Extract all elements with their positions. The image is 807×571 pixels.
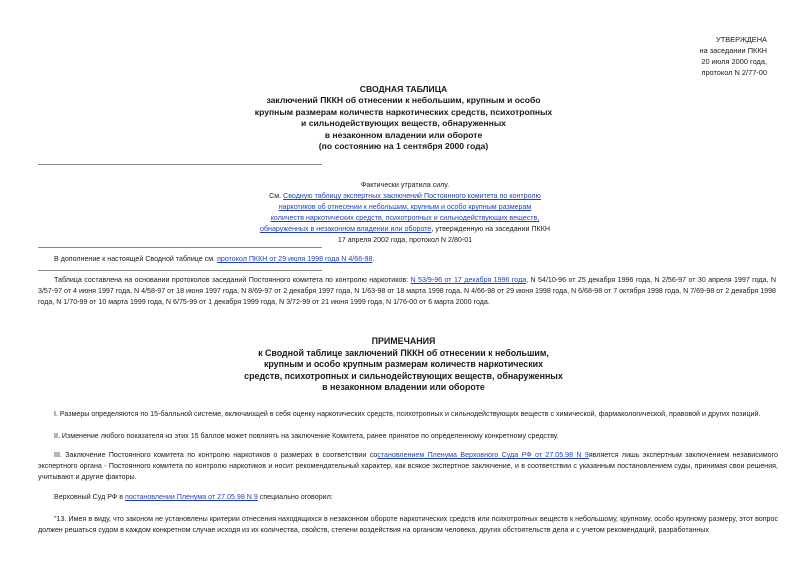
- summary-table-link[interactable]: наркотиков об отнесении к небольшим, крупным и особо крупным размерам: [278, 203, 532, 211]
- note-3-prefix: III. Заключение Постоянного комитета по контролю наркотиков о размерах в соответствии со: [54, 451, 378, 459]
- title-line: и сильнодействующих веществ, обнаруженных: [301, 118, 506, 129]
- title-line: (по состоянию на 1 сентября 2000 года): [318, 141, 489, 152]
- lapsed-note: [240, 180, 570, 246]
- quote-paragraph: "13. Имея в виду, что законом не установлены критерии отнесения находящихся в незаконном обороте наркотических средств или психотропных веществ к небольшому, крупному, особо крупному размеру, этот вопрос должен решаться судом в каждом конкретном случае исходя из их количества, свойств, степени воздействия на организм человека, других обстоятельств дела и с учетом рекомендаций, разработанных: [38, 515, 778, 534]
- approval-stamp: [700, 34, 767, 78]
- approval-line: на заседании ПККН: [699, 46, 767, 55]
- protocol-link[interactable]: N 53/9-96 от 17 декабря 1996 года: [410, 276, 527, 284]
- supreme-suffix: специально оговорил:: [257, 493, 333, 501]
- lapsed-line: [240, 224, 570, 235]
- approval-line: протокол N 2/77-00: [701, 68, 767, 77]
- document-title: [0, 84, 807, 152]
- note-2: II. Изменение любого показателя из этих 15 баллов может повлиять на заключение Комитета, ранее принятое по определенному конкретному средству.: [54, 432, 559, 440]
- lapsed-line: [240, 202, 570, 213]
- plenum-resolution-link[interactable]: постановлении Пленума от 27.05.98 N 9: [124, 493, 258, 501]
- notes-title-line: средств, психотропных и сильнодействующих веществ, обнаруженных: [244, 370, 563, 381]
- addition-prefix: В дополнение к настоящей Сводной таблице см.: [54, 255, 218, 263]
- title-line: в незаконном владении или обороте: [324, 129, 483, 140]
- title-line: крупным размерам количеств наркотических средств, психотропных: [254, 106, 553, 117]
- lapsed-suffix: , утвержденную на заседании ПККН: [431, 225, 550, 233]
- basis-paragraph: [38, 275, 776, 308]
- supreme-prefix: Верховный Суд РФ в: [54, 493, 125, 501]
- approval-line: 20 июля 2000 года,: [701, 57, 767, 66]
- plenum-resolution-link[interactable]: становлением Пленума Верховного Суда РФ от 27.05.98 N 9: [377, 451, 589, 459]
- note-3: [38, 450, 778, 483]
- summary-table-link[interactable]: количеств наркотических средств, психотропных и сильнодействующих веществ,: [270, 214, 540, 222]
- lapsed-line: 17 апреля 2002 года, протокол N 2/80-01: [337, 236, 473, 244]
- note-1: I. Размеры определяются по 15-балльной системе, включающей в себя оценку наркотических средств, психотропных и сильнодействующих веществ с химической, фармакологической, правовой и других позиций.: [54, 410, 761, 418]
- divider: [38, 270, 322, 271]
- lapsed-line: [240, 191, 570, 202]
- basis-rest: , N 54/10-96 от 25 декабря 1996 года, N 2/56-97 от 30 апреля 1997 года, N 3/57-97 от 4 июня 1997 года, N 4/58-97 от 18 июня 1997 года, N 8/69-97 от 2 декабря 1997 года, N 1/63-98 от 18 марта 1998 года, N 4/66-98 от 29 июня 1998 года, N 6/68-98 от 7 октября 1998 года, N 7/69-98 от 2 декабря 1998 года, N 1/70-99 от 10 марта 1999 года, N 6/75-99 от 1 декабря 1999 года, N 3/72-99 от 21 июня 1999 года, N 1/76-00 от 6 марта 2000 года.: [38, 276, 776, 306]
- divider: [38, 164, 322, 165]
- title-line: СВОДНАЯ ТАБЛИЦА: [359, 84, 448, 94]
- notes-title-line: в незаконном владении или обороте: [322, 382, 485, 393]
- supreme-court-paragraph: [54, 492, 333, 503]
- lapsed-prefix: См.: [269, 192, 284, 200]
- divider: [38, 247, 322, 248]
- notes-title-line: к Сводной таблице заключений ПККН об отнесении к небольшим,: [258, 347, 549, 358]
- title-line: заключений ПККН об отнесении к небольшим, крупным и особо: [266, 95, 541, 106]
- summary-table-link[interactable]: Сводную таблицу экспертных заключений Постоянного комитета по контролю: [283, 192, 541, 200]
- basis-prefix: Таблица составлена на основании протоколов заседаний Постоянного комитета по контролю наркотиков:: [54, 276, 411, 284]
- note-3-rest: является лишь экспертным заключением независимого экспертного органа - Постоянного комитета по контролю наркотиков и носит рекомендательный характер, как всякое экспертное заключение, и в соответствии с указанным постановлением суды, принимая свои решения, учитывают и другие факторы.: [38, 451, 778, 481]
- lapsed-line: Фактически утратила силу.: [360, 181, 450, 189]
- lapsed-line: [240, 213, 570, 224]
- addition-paragraph: [54, 254, 374, 265]
- notes-title: [0, 336, 807, 394]
- approval-line: УТВЕРЖДЕНА: [716, 35, 767, 44]
- summary-table-link[interactable]: обнаруженных в незаконном владении или обороте: [260, 225, 432, 233]
- notes-title-line: ПРИМЕЧАНИЯ: [371, 336, 436, 346]
- notes-title-line: крупным и особо крупным размерам количеств наркотических: [263, 359, 544, 370]
- addition-suffix: .: [372, 255, 375, 263]
- protocol-link[interactable]: протокол ПККН от 29 июля 1998 года N 4/66-98: [217, 255, 373, 263]
